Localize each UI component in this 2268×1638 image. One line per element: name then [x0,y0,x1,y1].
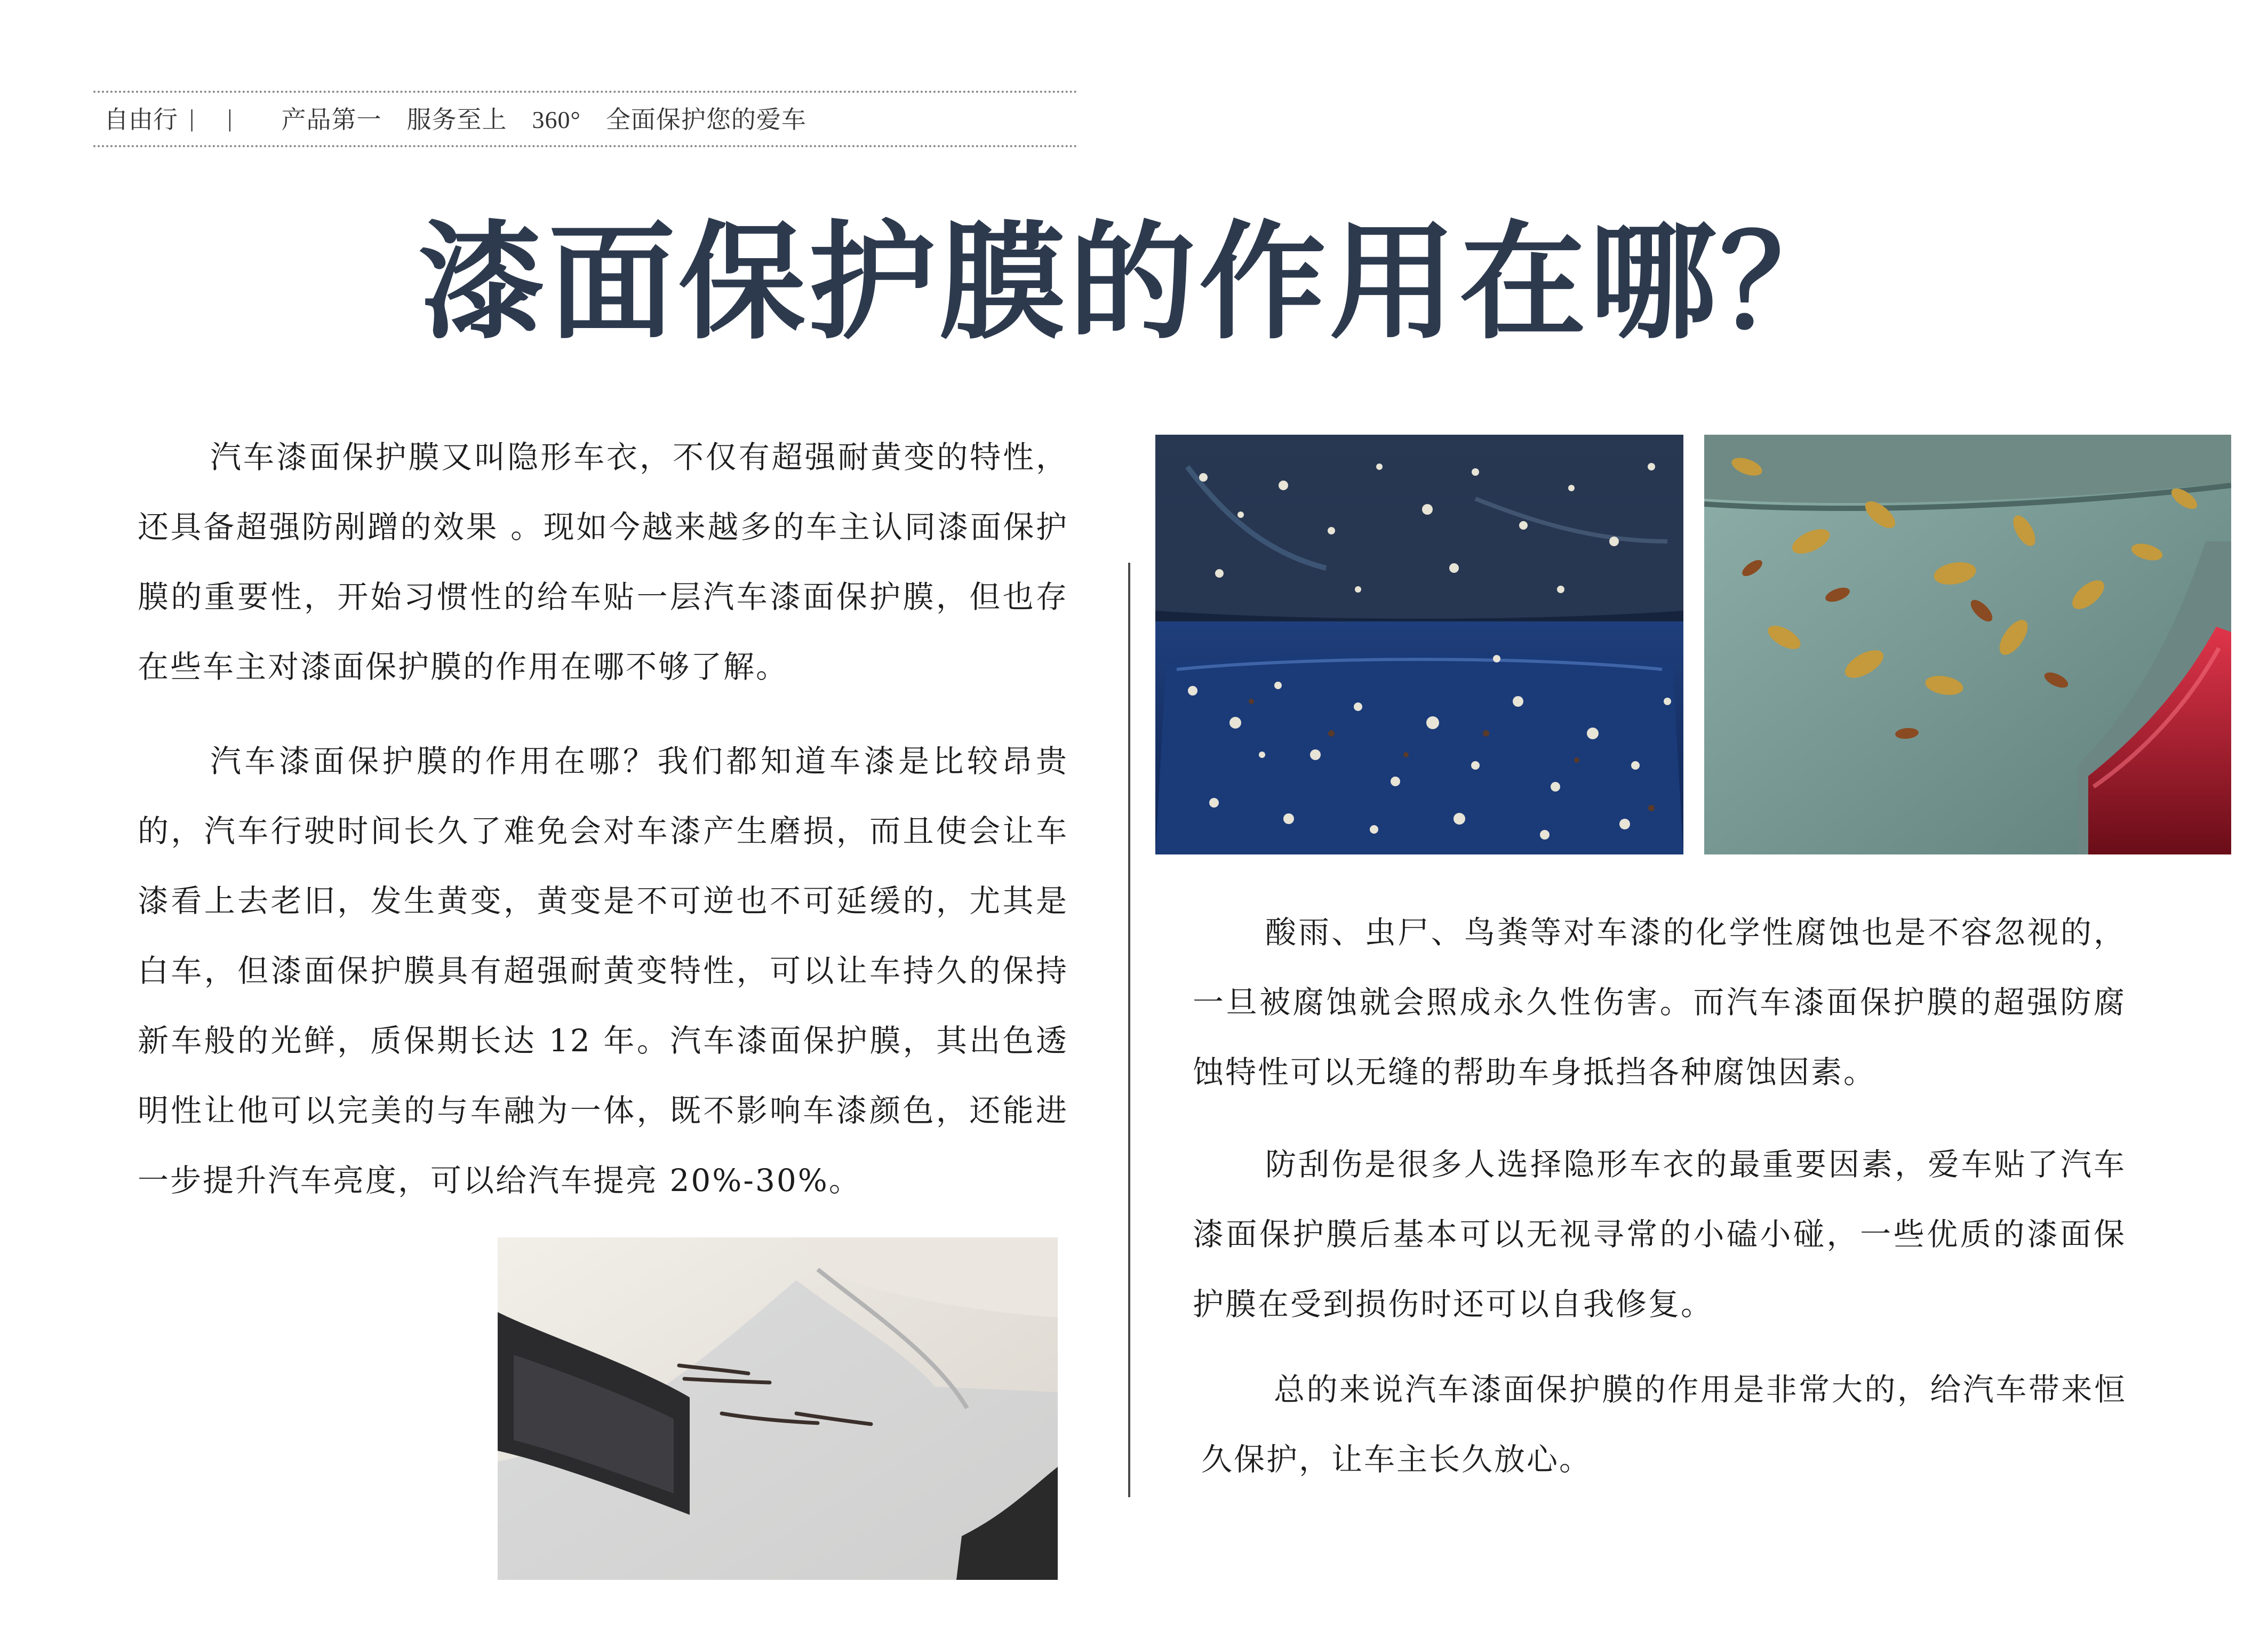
header-separator: | [227,104,233,132]
intro-paragraph: 汽车漆面保护膜又叫隐形车衣，不仅有超强耐黄变的特性，还具备超强防剐蹭的效果 。现如今越来越多的车主认同漆面保护膜的重要性，开始习惯性的给车贴一层汽车漆面保护膜，但也存在些车主对漆面保护膜的作用在哪不够了解。 [138,439,1068,685]
header-top-dotted-rule [93,91,1077,93]
bird-droppings-photo [1155,435,1683,854]
column-divider [1128,563,1130,1497]
leaves-image [1704,435,2231,854]
leaves-photo [1704,435,2231,854]
header-bottom-dotted-rule [93,145,1077,147]
header-slogan: 产品第一 服务至上 360° 全面保护您的爱车 [281,106,806,133]
scratch-paragraph: 防刮伤是很多人选择隐形车衣的最重要因素，爱车贴了汽车漆面保护膜后基本可以无视寻常的小磕小碰，一些优质的漆面保护膜在受到损伤时还可以自我修复。 [1193,1146,2126,1322]
bird-droppings-image [1155,435,1683,854]
brand-name: 自由行 [104,106,178,133]
yellowing-paragraph: 汽车漆面保护膜的作用在哪？我们都知道车漆是比较昂贵的，汽车行驶时间长久了难免会对车漆产生磨损，而且使会让车漆看上去老旧，发生黄变，黄变是不可逆也不可延缓的，尤其是白车，但漆面保护膜具有超强耐黄变特性，可以让车持久的保持新车般的光鲜，质保期长达 12 年。汽车漆面保护膜，其出色透明性让他可以完美的与车融为一体，既不影响车漆颜色，还能进一步提升汽车亮度，可以给汽车提亮 20%-30%。 [138,743,1068,1198]
summary-paragraph: 总的来说汽车漆面保护膜的作用是非常大的，给汽车带来恒久保护，让车主长久放心。 [1201,1371,2127,1477]
header-separator: | [189,104,195,132]
corrosion-paragraph: 酸雨、虫尸、鸟粪等对车漆的化学性腐蚀也是不容忽视的，一旦被腐蚀就会照成永久性伤害。而汽车漆面保护膜的超强防腐蚀特性可以无缝的帮助车身抵挡各种腐蚀因素。 [1193,914,2126,1090]
page-title: 漆面保护膜的作用在哪？ [418,208,1850,357]
scratch-image [498,1237,1058,1580]
scratch-photo [498,1237,1058,1580]
header-bar [104,99,806,137]
